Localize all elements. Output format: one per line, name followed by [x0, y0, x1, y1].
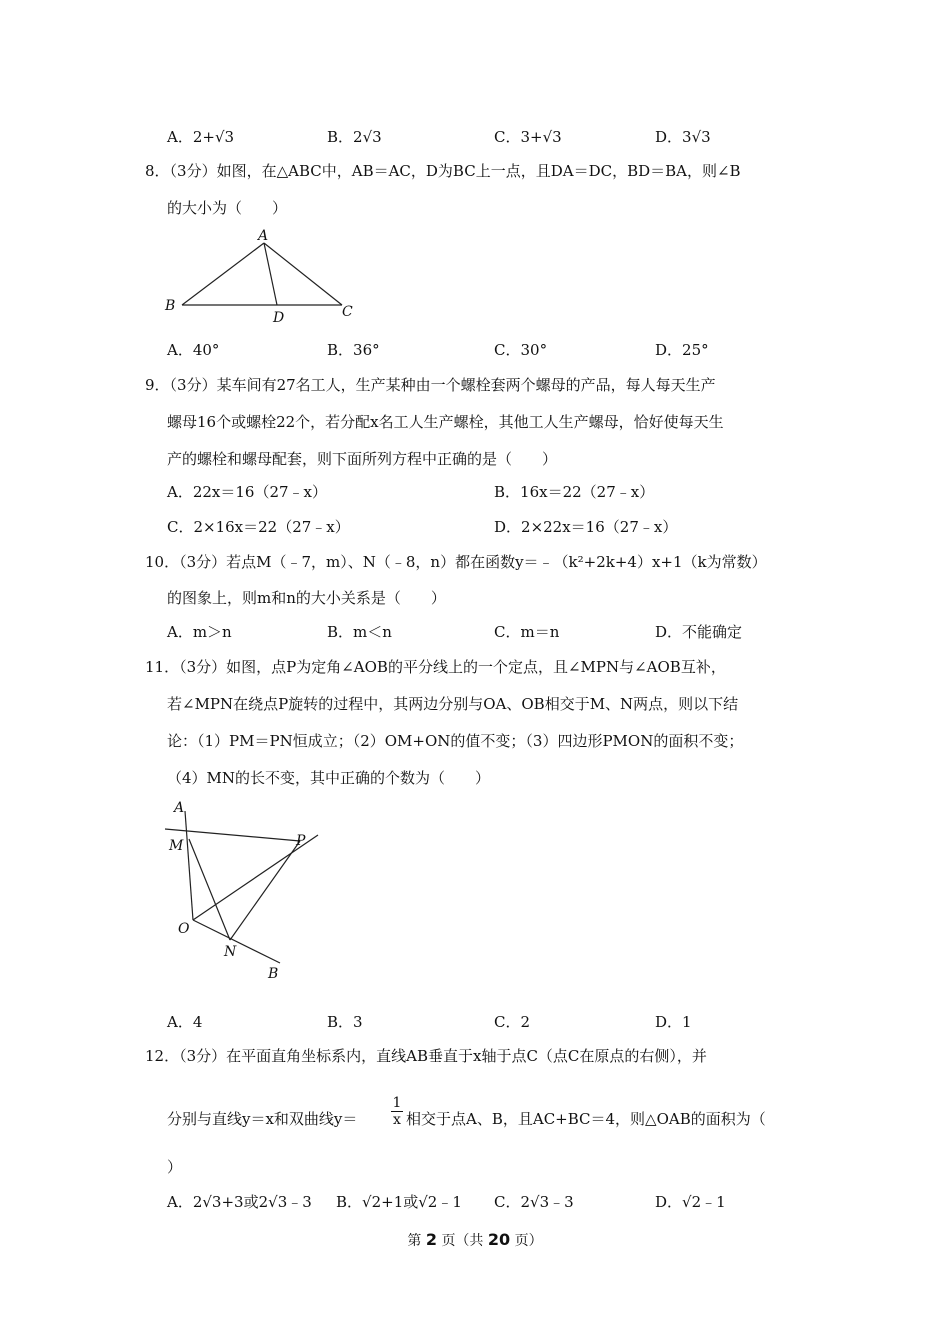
q11-label-o: O	[178, 921, 190, 937]
q11-label-n: N	[224, 944, 237, 960]
q11-stem-line2: 若∠MPN在绕点P旋转的过程中，其两边分别与OA、OB相交于M、N两点，则以下结	[167, 695, 739, 713]
q11-stem-line1: 11．（3分）如图，点P为定角∠AOB的平分线上的一个定点，且∠MPN与∠AOB互补，	[145, 658, 726, 676]
page-footer	[0, 1230, 950, 1250]
q9-stem-line2: 螺母16个或螺栓22个，若分配x名工人生产螺栓，其他工人生产螺母，恰好使每天生	[167, 413, 724, 431]
q10-option-b: B．m＜n	[327, 623, 392, 641]
q7-options	[0, 127, 950, 147]
q7-option-c: C．3+√3	[494, 128, 562, 146]
q8-triangle-figure	[160, 226, 360, 326]
footer-suffix: 页）	[514, 1233, 543, 1249]
q10-option-a: A．m＞n	[167, 623, 232, 641]
q11-label-b: B	[268, 966, 279, 982]
q12-fraction-numerator: 1	[392, 1095, 402, 1111]
q8-option-a: A．40°	[167, 341, 220, 359]
q11-option-b: B．3	[327, 1013, 363, 1031]
q12-options	[0, 1192, 950, 1212]
q12-option-c: C．2√3﹣3	[494, 1193, 574, 1211]
q11-segment-np	[230, 841, 300, 940]
q9-option-a: A．22x＝16（27﹣x）	[167, 483, 328, 501]
q11-ray-oa	[185, 811, 193, 920]
q7-option-b: B．2√3	[327, 128, 382, 146]
q11-label-m: M	[169, 838, 184, 854]
q11-ray-ob	[193, 920, 280, 963]
q9-stem-line3: 产的螺栓和螺母配套，则下面所列方程中正确的是（ ）	[167, 450, 558, 468]
q11-label-a: A	[174, 800, 185, 816]
footer-total-pages: 20	[487, 1230, 511, 1249]
q10-stem-line1: 10．（3分）若点M（﹣7，m）、N（﹣8，n）都在函数y＝﹣（k²+2k+4）x+1（k为常数）	[145, 553, 767, 571]
q8-segment-ab	[182, 243, 264, 305]
q10-options	[0, 622, 950, 642]
q11-line-mp	[165, 829, 300, 841]
q8-label-c: C	[342, 304, 353, 320]
q12-option-d: D．√2﹣1	[655, 1193, 726, 1211]
q8-option-c: C．30°	[494, 341, 548, 359]
q12-stem-line3: ）	[167, 1158, 183, 1176]
q9-option-b: B．16x＝22（27﹣x）	[494, 483, 655, 501]
q11-option-a: A．4	[167, 1013, 203, 1031]
q12-fraction-denominator: x	[393, 1112, 401, 1128]
q8-label-d: D	[273, 310, 285, 326]
q12-stem-line2-post: 相交于点A、B，且AC+BC＝4，则△OAB的面积为（	[406, 1110, 766, 1128]
q11-label-p: P	[296, 833, 306, 849]
footer-prefix: 第	[407, 1233, 422, 1249]
q10-stem-line2: 的图象上，则m和n的大小关系是（ ）	[167, 589, 446, 607]
q9-options-row1	[0, 482, 950, 502]
q8-label-b: B	[165, 298, 176, 314]
q7-option-a: A．2+√3	[167, 128, 235, 146]
q9-stem-line1: 9．（3分）某车间有27名工人，生产某种由一个螺栓套两个螺母的产品，每人每天生产	[145, 376, 716, 394]
q11-angle-figure	[160, 795, 340, 985]
q7-option-d: D．3√3	[655, 128, 711, 146]
q11-stem-line3: 论：（1）PM＝PN恒成立；（2）OM+ON的值不变；（3）四边形PMON的面积不变；	[167, 732, 744, 750]
q8-options	[0, 340, 950, 360]
q11-stem-line4: （4）MN的长不变，其中正确的个数为（ ）	[167, 769, 491, 787]
q12-stem-line2-pre: 分别与直线y＝x和双曲线y＝	[167, 1110, 358, 1128]
footer-page-number: 2	[425, 1230, 437, 1249]
q9-option-c: C．2×16x＝22（27﹣x）	[167, 518, 350, 536]
q12-option-b: B．√2+1或√2﹣1	[336, 1193, 462, 1211]
q8-stem-line1: 8．（3分）如图，在△ABC中，AB＝AC，D为BC上一点，且DA＝DC，BD＝BA，则∠B	[145, 162, 741, 180]
q8-option-d: D．25°	[655, 341, 709, 359]
q8-label-a: A	[258, 228, 269, 244]
footer-middle: 页（共	[441, 1233, 484, 1249]
q11-segment-mn	[189, 839, 230, 940]
q8-segment-ac	[264, 243, 342, 305]
q11-option-c: C．2	[494, 1013, 531, 1031]
q8-option-b: B．36°	[327, 341, 380, 359]
q9-option-d: D．2×22x＝16（27﹣x）	[494, 518, 678, 536]
q12-fraction	[391, 1095, 403, 1128]
q8-stem-line2: 的大小为（ ）	[167, 199, 288, 217]
q12-stem-line1: 12．（3分）在平面直角坐标系内，直线AB垂直于x轴于点C（点C在原点的右侧），并	[145, 1047, 707, 1065]
q11-option-d: D．1	[655, 1013, 692, 1031]
q11-options	[0, 1012, 950, 1032]
q9-options-row2	[0, 517, 950, 537]
q10-option-d: D．不能确定	[655, 623, 743, 641]
q12-option-a: A．2√3+3或2√3﹣3	[167, 1193, 312, 1211]
q10-option-c: C．m＝n	[494, 623, 560, 641]
